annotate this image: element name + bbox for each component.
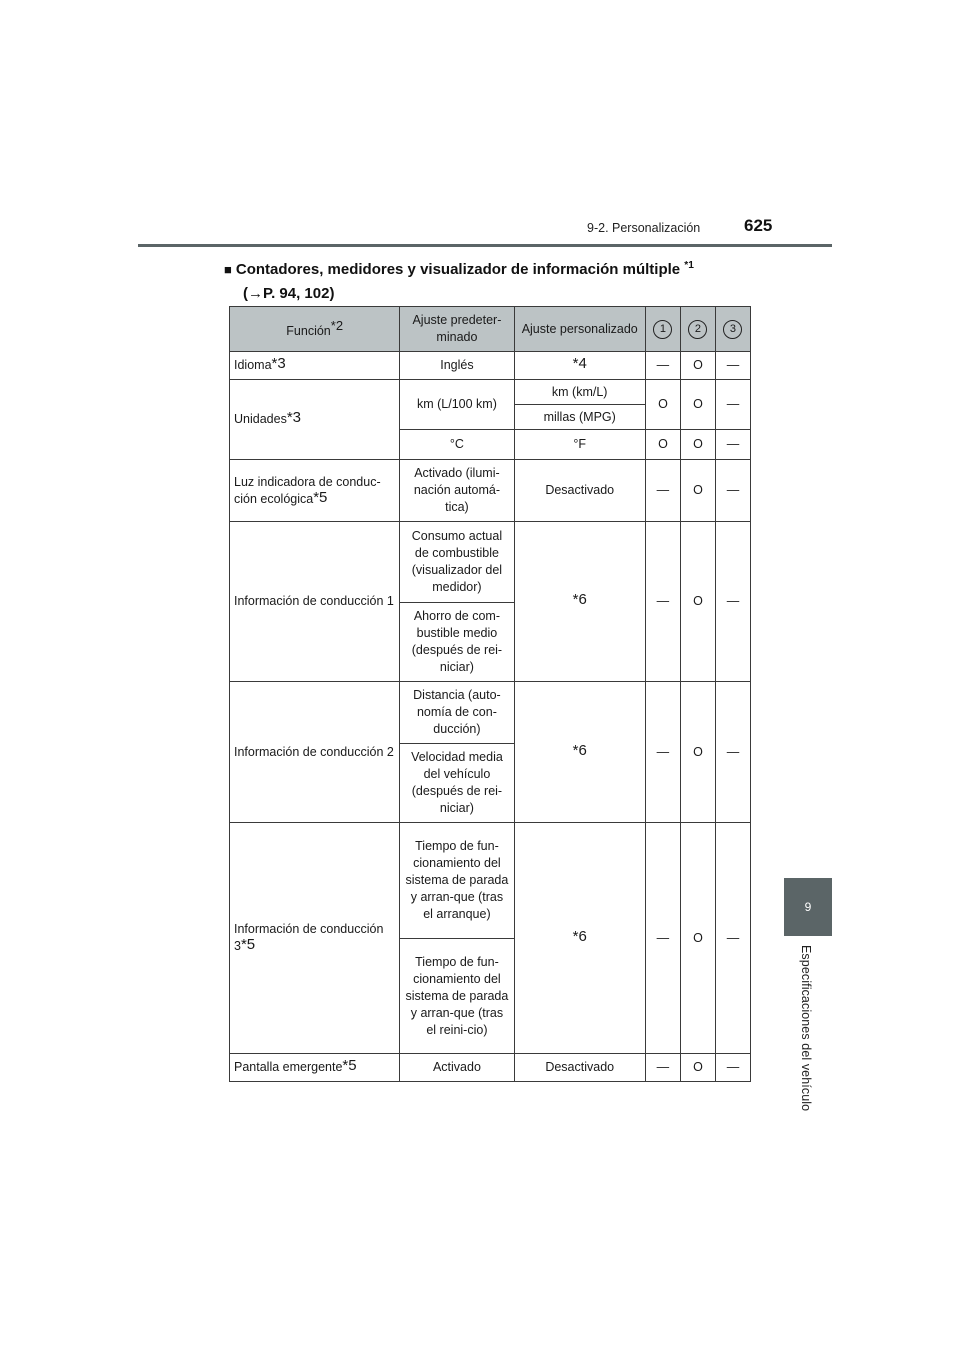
section-title xyxy=(224,254,784,306)
square-bullet-icon: ■ xyxy=(224,262,232,277)
row-mode-1: — xyxy=(645,823,680,1054)
row-custom: *6 xyxy=(514,522,645,682)
table-row xyxy=(230,823,751,939)
header-custom: Ajuste personalizado xyxy=(514,307,645,352)
settings-table xyxy=(229,306,751,1082)
row-custom: millas (MPG) xyxy=(514,405,645,430)
chapter-tab xyxy=(784,878,832,936)
row-function: Unidades$^{*3}$ xyxy=(230,380,400,460)
row-default: Tiempo de fun-cionamiento del sistema de parada y arran-que (tras el arranque) xyxy=(400,823,514,939)
row-default: Activado xyxy=(400,1054,514,1082)
row-function: Información de conducción 2 xyxy=(230,682,400,823)
row-mode-2: O xyxy=(680,352,715,380)
row-custom: Desactivado xyxy=(514,460,645,522)
row-mode-2: O xyxy=(680,522,715,682)
table-row xyxy=(230,1054,751,1082)
page-number: 625 xyxy=(744,216,773,235)
row-mode-2: O xyxy=(680,430,715,460)
circled-2-icon: 2 xyxy=(688,320,707,339)
row-default: Tiempo de fun-cionamiento del sistema de parada y arran-que (tras el reini-cio) xyxy=(400,939,514,1054)
row-function: Pantalla emergente$^{*5}$ xyxy=(230,1054,400,1082)
header-default: Ajuste predeter-minado xyxy=(400,307,514,352)
header-function: Función$^{*2}$ xyxy=(230,307,400,352)
row-default: Inglés xyxy=(400,352,514,380)
section-title-text: Contadores, medidores y visualizador de información múltiple xyxy=(235,261,681,278)
table-row xyxy=(230,460,751,522)
row-default: Distancia (auto-nomía de con-ducción) xyxy=(400,682,514,744)
table-header-row xyxy=(230,307,751,352)
row-mode-2: O xyxy=(680,460,715,522)
row-mode-1: — xyxy=(645,682,680,823)
row-mode-3: — xyxy=(715,352,750,380)
chapter-number: 9 xyxy=(804,900,812,914)
row-mode-1: — xyxy=(645,1054,680,1082)
row-custom: °F xyxy=(514,430,645,460)
title-footnote: *1 xyxy=(684,260,694,271)
row-mode-1: O xyxy=(645,430,680,460)
circled-1-icon: 1 xyxy=(653,320,672,339)
table-row xyxy=(230,352,751,380)
row-default: Velocidad media del vehículo (después de rei-niciar) xyxy=(400,744,514,823)
row-mode-3: — xyxy=(715,460,750,522)
row-function: Luz indicadora de conduc-ción ecológica$^{*5}$ xyxy=(230,460,400,522)
row-mode-2: O xyxy=(680,682,715,823)
row-mode-1: O xyxy=(645,380,680,430)
row-mode-3: — xyxy=(715,522,750,682)
row-mode-3: — xyxy=(715,380,750,430)
row-default: °C xyxy=(400,430,514,460)
header-mode-2 xyxy=(680,307,715,352)
row-mode-3: — xyxy=(715,430,750,460)
header-divider xyxy=(138,244,832,247)
header-function-note: *2 xyxy=(330,318,344,334)
chapter-label: Especificaciones del vehículo xyxy=(799,945,813,1112)
header-mode-1 xyxy=(645,307,680,352)
table-row xyxy=(230,380,751,405)
row-mode-3: — xyxy=(715,1054,750,1082)
row-mode-2: O xyxy=(680,1054,715,1082)
row-mode-3: — xyxy=(715,823,750,1054)
row-mode-2: O xyxy=(680,380,715,430)
row-mode-2: O xyxy=(680,823,715,1054)
row-custom: *4 xyxy=(514,352,645,380)
row-mode-1: — xyxy=(645,460,680,522)
row-custom: *6 xyxy=(514,682,645,823)
row-custom: *6 xyxy=(514,823,645,1054)
section-header: 9-2. Personalización xyxy=(587,221,701,235)
row-default: Ahorro de com-bustible medio (después de rei-niciar) xyxy=(400,603,514,682)
row-mode-1: — xyxy=(645,352,680,380)
row-custom: Desactivado xyxy=(514,1054,645,1082)
row-mode-3: — xyxy=(715,682,750,823)
row-mode-1: — xyxy=(645,522,680,682)
table-row xyxy=(230,682,751,744)
table-row xyxy=(230,522,751,603)
row-default: km (L/100 km) xyxy=(400,380,514,430)
row-custom: km (km/L) xyxy=(514,380,645,405)
row-function: Idioma$^{*3}$ xyxy=(230,352,400,380)
circled-3-icon: 3 xyxy=(723,320,742,339)
row-default: Activado (ilumi-nación automá-tica) xyxy=(400,460,514,522)
row-function: Información de conducción 1 xyxy=(230,522,400,682)
page-reference-link[interactable]: (→P. 94, 102) xyxy=(243,285,335,302)
row-function: Información de conducción 3$^{*5}$ xyxy=(230,823,400,1054)
header-mode-3 xyxy=(715,307,750,352)
row-default: Consumo actual de combustible (visualizador del medidor) xyxy=(400,522,514,603)
